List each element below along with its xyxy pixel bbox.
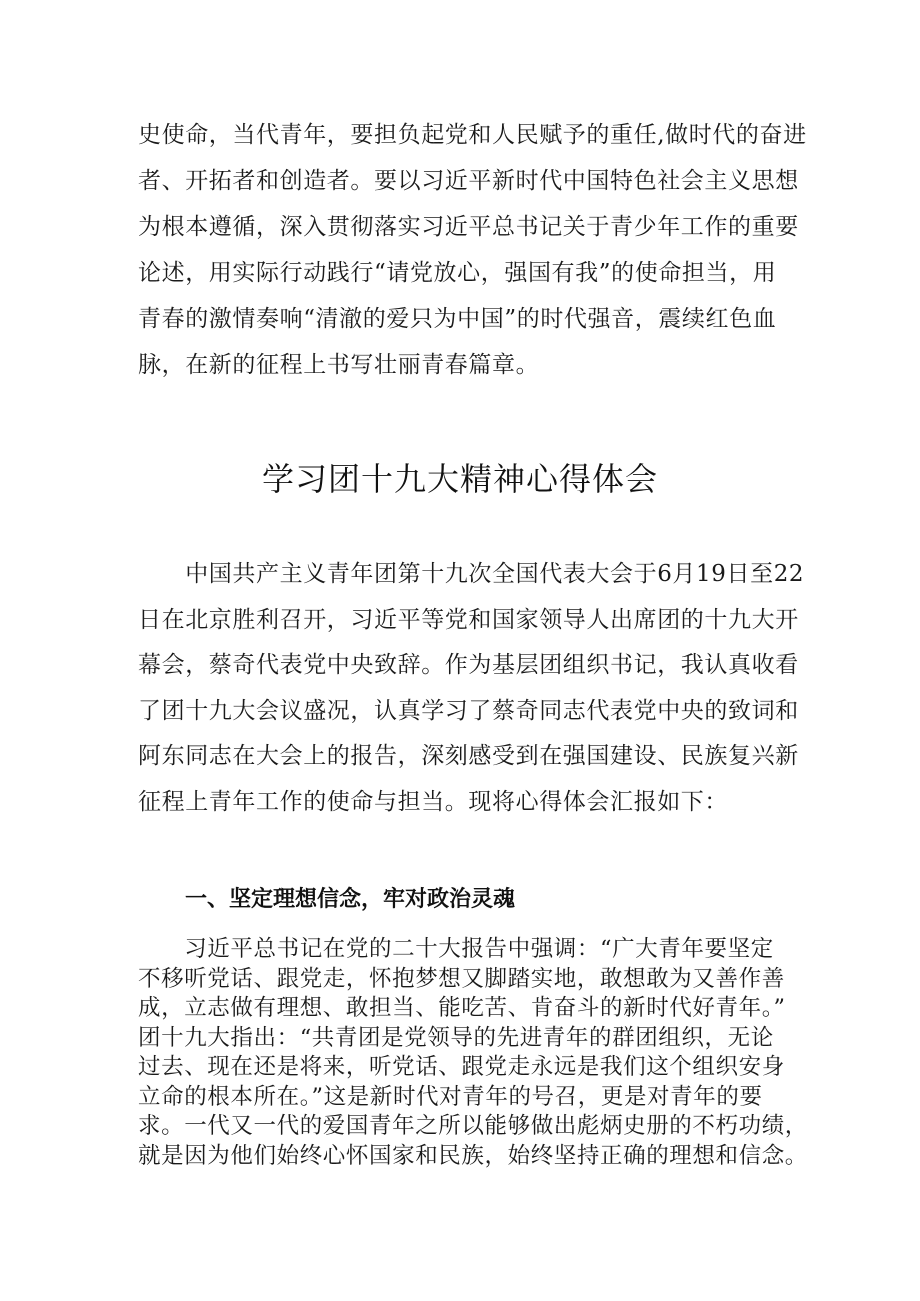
- opening-paragraph: [138, 552, 805, 825]
- section-heading: 一、坚定理想信念，牢对政治灵魂: [185, 887, 516, 912]
- section-paragraph: [138, 935, 808, 1171]
- document-title: 学习团十九大精神心得体会: [261, 460, 658, 498]
- text-line: 就是因为他们始终心怀国家和民族，始终坚持正确的理想和信念。: [138, 1142, 808, 1169]
- text-line: 史使命，当代青年，要担负起党和人民赋予的重任,做时代的奋进: [138, 122, 807, 148]
- text-line: 征程上青年工作的使命与担当。现将心得体会汇报如下：: [138, 788, 728, 815]
- text-line: 了团十九大会议盛况，认真学习了蔡奇同志代表党中央的致词和: [138, 697, 799, 724]
- text-line: 过去、现在还是将来，听党话、跟党走永远是我们这个组织安身: [138, 1054, 785, 1080]
- text-line: 为根本遵循，深入贯彻落实习近平总书记关于青少年工作的重要: [138, 214, 799, 240]
- text-line: 阿东同志在大会上的报告，深刻感受到在强国建设、民族复兴新: [138, 743, 799, 769]
- text-line: 不移听党话、跟党走，怀抱梦想又脚踏实地，敢想敢为又善作善: [138, 965, 785, 992]
- text-line: 习近平总书记在党的二十大报告中强调：“广大青年要坚定: [138, 936, 774, 962]
- text-line: 中国共产主义青年团第十九次全国代表大会于6月19日至22: [138, 561, 805, 587]
- intro-paragraph: [138, 112, 807, 388]
- text-line: 青春的激情奏响“清澈的爱只为中国”的时代强音，震续红色血: [138, 306, 777, 332]
- text-line: 脉，在新的征程上书写壮丽青春篇章。: [138, 352, 540, 378]
- text-line: 幕会，蔡奇代表党中央致辞。作为基层团组织书记，我认真收看: [138, 652, 799, 678]
- text-line: 求。一代又一代的爱国青年之所以能够做出彪炳史册的不朽功绩，: [138, 1113, 808, 1139]
- text-line: 者、开拓者和创造者。要以习近平新时代中国特色社会主义思想: [138, 168, 799, 194]
- text-line: 成，立志做有理想、敢担当、能吃苦、肯奋斗的新时代好青年。”: [138, 995, 786, 1021]
- text-line: 日在北京胜利召开，习近平等党和国家领导人出席团的十九大开: [138, 606, 799, 633]
- text-line: 立命的根本所在。”这是新时代对青年的号召，更是对青年的要: [138, 1083, 763, 1110]
- text-line: 团十九大指出：“共青团是党领导的先进青年的群团组织，无论: [138, 1024, 774, 1051]
- text-line: 论述，用实际行动践行“请党放心，强国有我”的使命担当，用: [138, 260, 777, 286]
